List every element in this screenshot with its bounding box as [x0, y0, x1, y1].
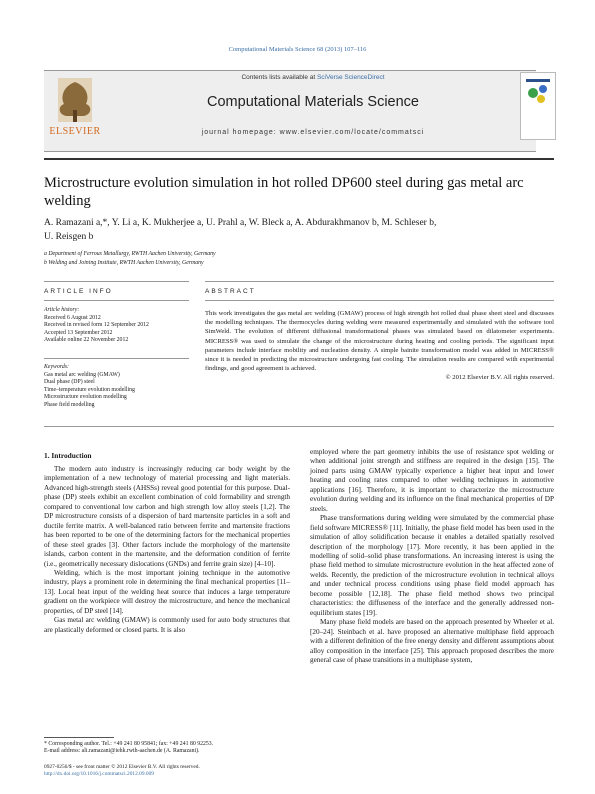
journal-cover-thumbnail	[520, 72, 556, 140]
footnote-block	[44, 741, 284, 756]
abstract-rule-top	[205, 281, 554, 282]
doi-link[interactable]: http://dx.doi.org/10.1016/j.commatsci.2012.09.009	[44, 771, 154, 777]
keywords-block	[44, 364, 194, 410]
history-received: Received 6 August 2012	[44, 314, 101, 321]
history-label: Article history:	[44, 307, 80, 313]
keyword-item: Phase field modelling	[44, 401, 95, 408]
issn-line: 0927-0256/$ - see front matter © 2012 Elsevier B.V. All rights reserved.	[44, 764, 200, 770]
keyword-item: Dual phase (DP) steel	[44, 379, 95, 386]
history-online: Available online 22 November 2012	[44, 337, 129, 344]
abstract-body	[205, 309, 554, 383]
homepage-url[interactable]: www.elsevier.com/locate/commatsci	[279, 129, 425, 136]
body-column-left	[44, 465, 290, 635]
info-rule-keywords	[44, 358, 189, 359]
abstract-rule-mid	[205, 300, 554, 301]
history-revised: Received in revised form 12 September 2012	[44, 322, 149, 329]
abstract-text: This work investigates the gas metal arc welding (GMAW) process of high strength hot rolled dual phase sheet steel and discusses the modelling techniques. The thermocycles during welding were measured experimentally and simulated with the software tool SimWeld. The evolution of different diffusional transformational phases was simulated based on dilatometer experiments. MICRESS® was used to simulate the change of the microstructure during heating and cooling periods. The significant input parameters include interface mobility and nucleation density. A simple bainite transformation model was added in MICRESS® since it is needed in predicting the microstructure undergoing fast cooling. The simulation results are compared with experimental findings, and good agreement is achieved.	[205, 310, 554, 373]
article-info-heading: ARTICLE INFO	[44, 288, 113, 295]
abstract-bottom-rule	[44, 426, 554, 427]
publisher-name: ELSEVIER	[49, 126, 101, 137]
keyword-item: Time–temperature evolution modelling	[44, 386, 135, 393]
info-rule-top	[44, 281, 189, 282]
introduction-heading: 1. Introduction	[44, 451, 92, 460]
authors-line-1: A. Ramazani a,*, Y. Li a, K. Mukherjee a, U. Prahl a, W. Bleck a, A. Abdurakhmanov b, M. Schleser b,	[44, 218, 437, 228]
header-divider	[44, 158, 554, 160]
journal-banner	[44, 70, 536, 152]
body-column-right	[310, 448, 554, 665]
contents-prefix: Contents lists available at	[241, 74, 317, 81]
intro-paragraph: employed where the part geometry inhibits the use of resistance spot welding or when additional joint strength and stiffness are required in the design [15]. The joined parts using GMAW typically experience a higher heat input and lower heating and cooling rates compared to other welding techniques in automotive applications [16]. Therefore, it is important to characterize the microstructure evolution during welding and its influence on the final mechanical properties of DP steels.	[310, 448, 554, 513]
sciencedirect-link[interactable]: SciVerse ScienceDirect	[316, 74, 385, 81]
copyright-line: © 2012 Elsevier B.V. All rights reserved.	[445, 374, 554, 382]
author-email[interactable]: E-mail address: ali.ramazani@iehk.rwth-aachen.de (A. Ramazani).	[44, 748, 200, 755]
abstract-heading: ABSTRACT	[205, 288, 256, 295]
page-footer	[44, 764, 200, 778]
keyword-item: Gas metal arc welding (GMAW)	[44, 371, 120, 378]
homepage-prefix: journal homepage:	[201, 129, 280, 136]
info-rule-mid	[44, 300, 189, 301]
intro-paragraph: Many phase field models are based on the approach presented by Wheeler et al. [20–24]. Steinbach et al. have proposed an alternative multiphase field approach with a different definition of the free energy density and different assumptions about alloy composition in the interface [25]. This approach proposed describes the more general case of phase transitions in a multiphase system,	[310, 618, 554, 664]
article-history	[44, 307, 194, 345]
affiliation-a: a Department of Ferrous Metallurgy, RWTH Aachen University, Germany	[44, 251, 216, 257]
journal-title: Computational Materials Science	[207, 94, 419, 110]
keyword-item: Microstructure evolution modelling	[44, 394, 127, 401]
journal-reference[interactable]: Computational Materials Science 68 (2013) 107–116	[228, 46, 367, 53]
intro-paragraph: The modern auto industry is increasingly reducing car body weight by the implementation of a new technology of material processing and light materials. Advanced high-strength steels (AHSSs) reveal good potential for this purpose. Dual-phase (DP) steels exhibit an excellent combination of cold formability and strength compared to conventional low carbon and high strength low alloy steels [1,2]. The DP microstructure consists of a dispersion of hard martensite particles in a soft and ductile ferrite matrix. A well-balanced ratio between ferrite and martensite fractions has been reported to be one of the determining factors for the mechanical properties of these steel grades [3]. Other factors include the morphology of the martensite islands, carbon content in the martensite, and the deformation condition of ferrite (i.e., geometrically necessary dislocations (GNDs) and ferrite grain size) [4–10].	[44, 465, 290, 568]
intro-paragraph: Phase transformations during welding were simulated by the commercial phase field software MICRESS® [11]. Initially, the phase field model has been used in the simulation of alloy solidification because it enables a detailed spatially resolved description of the morphology [17]. More recently, it has been applied in the modelling of solid–solid phase transformations. An increasing interest is using the phase field method to simulate microstructure evolution in the heat affected zone of welds. Recently, the prediction of the microstructure evolution in technical alloys and under technical process conditions using phase field model approach has become possible [12,18]. The phase field method shows two principal characteristics: the diffuseness of the interface and the generally addressed non-equilibrium states [19].	[310, 514, 554, 617]
authors-line-2: U. Reisgen b	[44, 232, 94, 242]
contents-line	[106, 74, 520, 81]
article-title: Microstructure evolution simulation in hot rolled DP600 steel during gas metal arc welding	[44, 175, 524, 209]
author-list	[44, 216, 554, 244]
journal-homepage	[106, 129, 520, 136]
corresponding-author: * Corresponding author. Tel.: +49 241 80 95841; fax: +49 241 80 92253.	[44, 741, 214, 747]
keywords-label: Keywords:	[44, 364, 69, 370]
history-accepted: Accepted 13 September 2012	[44, 329, 113, 336]
intro-paragraph: Welding, which is the most important joining technique in the automotive industry, plays a prominent role in determining the final mechanical properties [11–13]. Local heat input of the welding heat source that induces a large temperature gradient on the workpiece will destroy the microstructure, and hence the mechanical properties, of DP steel [14].	[44, 568, 290, 615]
affiliation-b: b Welding and Joining Institute, RWTH Aachen University, Germany	[44, 260, 204, 266]
footnote-rule	[44, 737, 114, 738]
intro-paragraph: Gas metal arc welding (GMAW) is commonly used for auto body structures that are plastically deformed or closed parts. It is also	[44, 616, 290, 634]
